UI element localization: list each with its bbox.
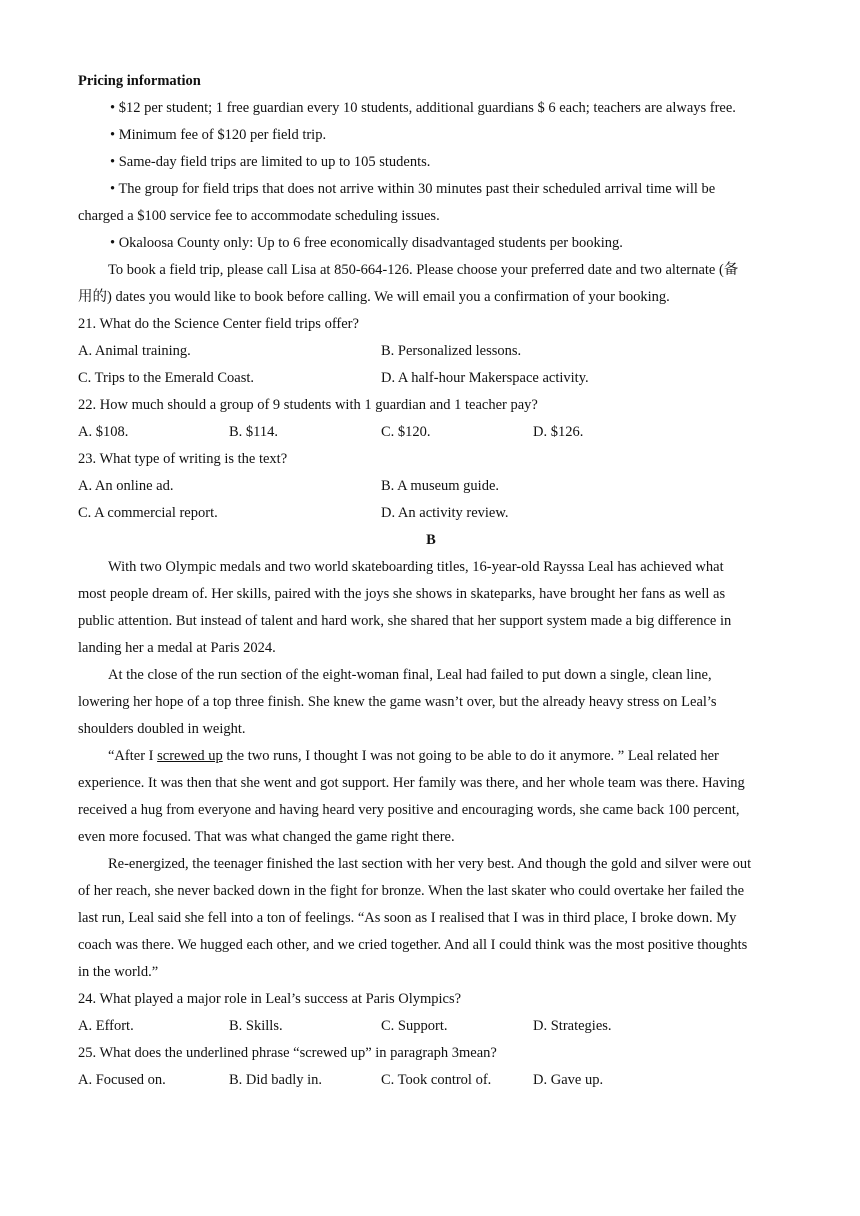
option-row	[78, 473, 784, 500]
paragraph-line: At the close of the run section of the eight-woman final, Leal had failed to put down a single, clean line,	[108, 667, 712, 683]
paragraph-line: experience. It was then that she went and got support. Her family was there, and her whole team was there. Having	[78, 775, 745, 791]
option[interactable]: B. Skills.	[229, 1018, 283, 1034]
option[interactable]: C. $120.	[381, 424, 431, 440]
paragraph-line: even more focused. That was what changed the game right there.	[78, 829, 455, 845]
option[interactable]: A. Animal training.	[78, 343, 191, 359]
option[interactable]: C. A commercial report.	[78, 505, 218, 521]
option[interactable]: D. Strategies.	[533, 1018, 612, 1034]
option[interactable]: A. $108.	[78, 424, 129, 440]
pricing-bullet: • Same-day field trips are limited to up to 105 students.	[110, 154, 431, 170]
option[interactable]: B. $114.	[229, 424, 279, 440]
paragraph-line: received a hug from everyone and having heard very positive and encouraging words, she came back 100 percent,	[78, 802, 740, 818]
option[interactable]: C. Support.	[381, 1018, 448, 1034]
option[interactable]: B. Personalized lessons.	[381, 343, 522, 359]
paragraph-line: of her reach, she never backed down in the fight for bronze. When the last skater who could overtake her failed the	[78, 883, 745, 899]
option[interactable]: B. Did badly in.	[229, 1072, 323, 1088]
paragraph-line: lowering her hope of a top three finish. She knew the game wasn’t over, but the already heavy stress on Leal’s	[78, 694, 717, 710]
paragraph-line: landing her a medal at Paris 2024.	[78, 640, 276, 656]
pricing-bullet: • Minimum fee of $120 per field trip.	[110, 127, 327, 143]
underlined-phrase: screwed up	[157, 748, 223, 764]
pricing-bullet-continuation: charged a $100 service fee to accommodate scheduling issues.	[78, 208, 440, 224]
option-row	[78, 419, 784, 446]
question-stem: 25. What does the underlined phrase “screwed up” in paragraph 3mean?	[78, 1045, 497, 1061]
pricing-bullet: • Okaloosa County only: Up to 6 free economically disadvantaged students per booking.	[110, 235, 623, 251]
option[interactable]: B. A museum guide.	[381, 478, 500, 494]
quote-text: “After I	[108, 748, 158, 764]
option-row	[78, 1013, 784, 1040]
paragraph-line: With two Olympic medals and two world skateboarding titles, 16-year-old Rayssa Leal has achieved what	[108, 559, 724, 575]
document-body	[78, 68, 784, 1094]
booking-text: 用的) dates you would like to book before calling. We will email you a confirmation of your booking.	[78, 289, 670, 305]
question-stem: 22. How much should a group of 9 students with 1 guardian and 1 teacher pay?	[78, 397, 538, 413]
option[interactable]: D. A half-hour Makerspace activity.	[381, 370, 589, 386]
option[interactable]: D. Gave up.	[533, 1072, 604, 1088]
paragraph-line: Re-energized, the teenager finished the last section with her very best. And though the gold and silver were out	[108, 856, 752, 872]
booking-text: To book a field trip, please call Lisa at 850-664-126. Please choose your preferred date and two alternate (备	[108, 262, 739, 278]
option-row	[78, 1067, 784, 1094]
option[interactable]: A. Effort.	[78, 1018, 134, 1034]
option[interactable]: A. Focused on.	[78, 1072, 166, 1088]
paragraph-line	[78, 743, 784, 770]
pricing-bullet: • The group for field trips that does not arrive within 30 minutes past their scheduled arrival time will be	[110, 181, 716, 197]
option-row	[78, 365, 784, 392]
question-stem: 21. What do the Science Center field trips offer?	[78, 316, 359, 332]
paragraph-line: in the world.”	[78, 964, 159, 980]
option-row	[78, 500, 784, 527]
option[interactable]: A. An online ad.	[78, 478, 174, 494]
paragraph-line: most people dream of. Her skills, paired with the joys she shows in skateparks, have brought her fans as well as	[78, 586, 726, 602]
option[interactable]: C. Took control of.	[381, 1072, 492, 1088]
question-stem: 23. What type of writing is the text?	[78, 451, 288, 467]
pricing-bullet: • $12 per student; 1 free guardian every 10 students, additional guardians $ 6 each; teachers are always free.	[110, 100, 736, 116]
option[interactable]: D. $126.	[533, 424, 584, 440]
pricing-heading: Pricing information	[78, 73, 201, 89]
option-row	[78, 338, 784, 365]
paragraph-line: coach was there. We hugged each other, and we cried together. And all I could think was the most positive thoughts	[78, 937, 748, 953]
section-label: B	[426, 532, 436, 548]
paragraph-line: shoulders doubled in weight.	[78, 721, 246, 737]
quote-text: the two runs, I thought I was not going to be able to do it anymore. ” Leal related her	[222, 748, 719, 764]
paragraph-line: public attention. But instead of talent and hard work, she shared that her support system made a big difference in	[78, 613, 732, 629]
paragraph-line: last run, Leal said she fell into a ton of feelings. “As soon as I realised that I was in third place, I broke down. My	[78, 910, 737, 926]
option[interactable]: D. An activity review.	[381, 505, 509, 521]
option[interactable]: C. Trips to the Emerald Coast.	[78, 370, 255, 386]
question-stem: 24. What played a major role in Leal’s success at Paris Olympics?	[78, 991, 462, 1007]
